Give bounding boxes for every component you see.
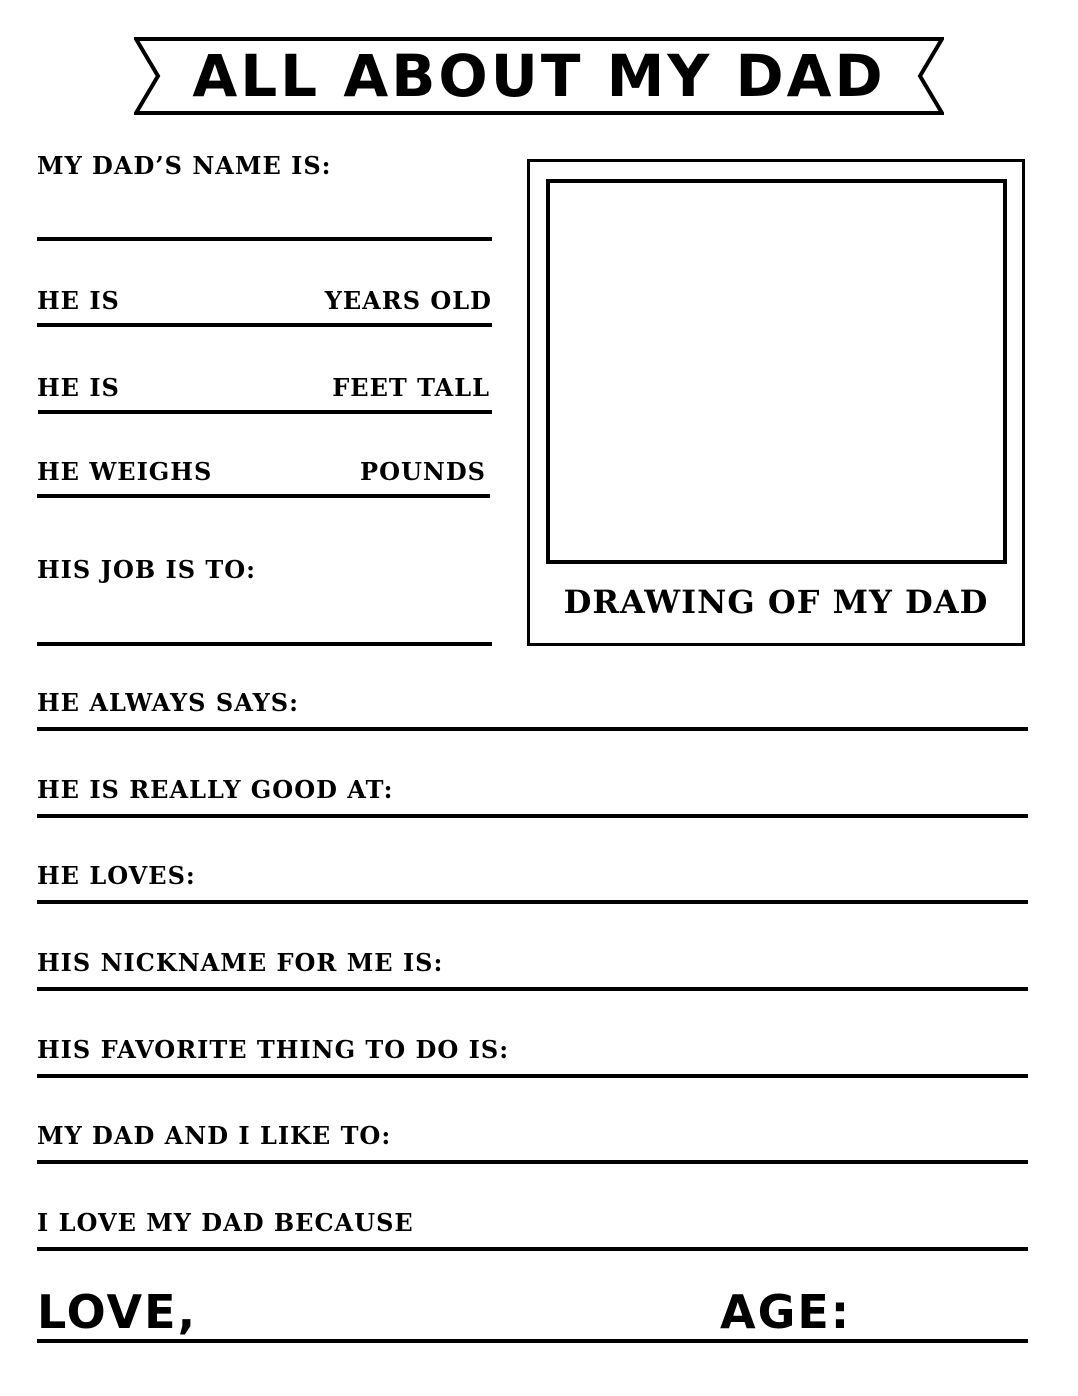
like-to-line[interactable] — [37, 1160, 1028, 1164]
loves-line[interactable] — [37, 900, 1028, 904]
age-signature-label: AGE: — [720, 1285, 852, 1339]
height-label-right: FEET TALL — [332, 373, 490, 402]
good-at-line[interactable] — [37, 814, 1028, 818]
job-line[interactable] — [37, 642, 492, 646]
page-title: ALL ABOUT MY DAD — [192, 42, 886, 110]
love-because-line[interactable] — [37, 1247, 1028, 1251]
weight-label-right: POUNDS — [360, 457, 486, 486]
nickname-label: HIS NICKNAME FOR ME IS: — [37, 948, 444, 977]
weight-line[interactable] — [37, 494, 490, 498]
title-banner — [134, 36, 944, 116]
signature-line[interactable] — [37, 1339, 1028, 1343]
dad-name-label: MY DAD’S NAME IS: — [37, 151, 332, 180]
always-says-label: HE ALWAYS SAYS: — [37, 688, 299, 717]
always-says-line[interactable] — [37, 727, 1028, 731]
age-label-right: YEARS OLD — [324, 286, 492, 315]
drawing-area[interactable] — [546, 179, 1007, 564]
nickname-line[interactable] — [37, 987, 1028, 991]
job-label: HIS JOB IS TO: — [37, 555, 257, 584]
dad-name-line[interactable] — [37, 237, 492, 241]
good-at-label: HE IS REALLY GOOD AT: — [37, 775, 394, 804]
loves-label: HE LOVES: — [37, 861, 196, 890]
height-line[interactable] — [38, 410, 492, 414]
age-label-left: HE IS — [37, 286, 120, 315]
like-to-label: MY DAD AND I LIKE TO: — [37, 1121, 392, 1150]
weight-label-left: HE WEIGHS — [37, 457, 213, 486]
height-label-left: HE IS — [37, 373, 120, 402]
favorite-thing-label: HIS FAVORITE THING TO DO IS: — [37, 1035, 510, 1064]
age-line[interactable] — [37, 323, 492, 327]
love-signature-label: LOVE, — [37, 1285, 198, 1339]
drawing-caption: DRAWING OF MY DAD — [563, 583, 989, 621]
favorite-thing-line[interactable] — [37, 1074, 1028, 1078]
love-because-label: I LOVE MY DAD BECAUSE — [37, 1208, 414, 1237]
